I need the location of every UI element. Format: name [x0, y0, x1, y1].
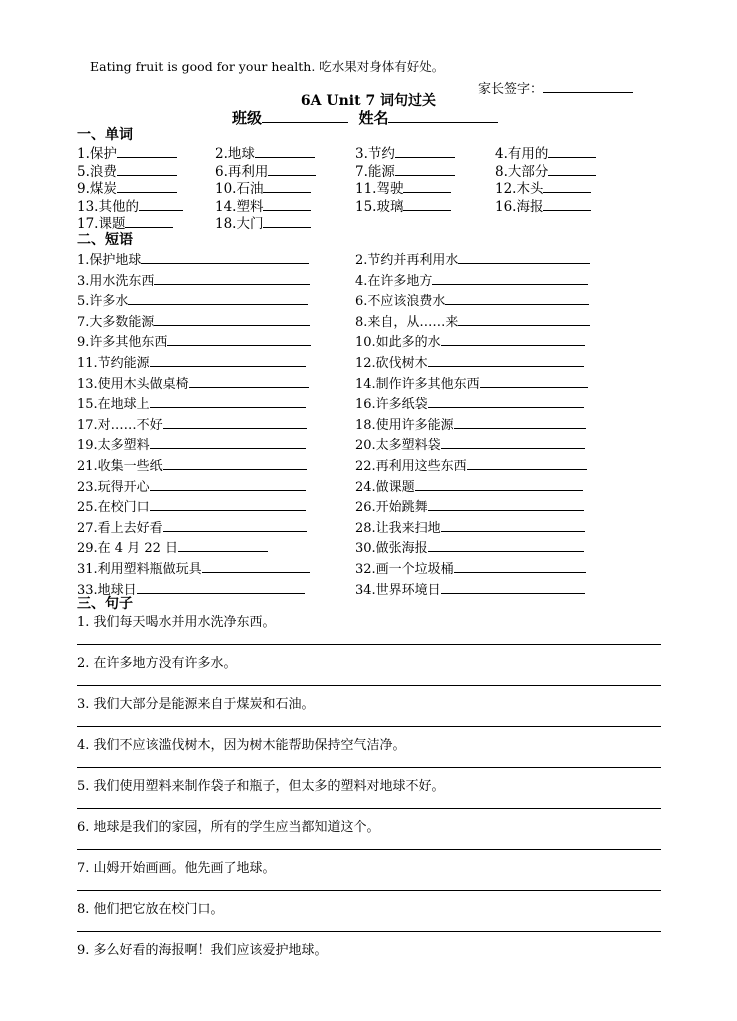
- phrase-answer-blank[interactable]: [141, 251, 309, 264]
- phrase-row: [77, 558, 637, 579]
- phrase-answer-blank[interactable]: [167, 333, 311, 346]
- phrase-answer-blank[interactable]: [150, 436, 306, 449]
- vocab-list: [77, 142, 637, 230]
- vocab-label: 1.保护: [77, 146, 117, 162]
- vocab-answer-blank[interactable]: [255, 145, 315, 158]
- phrase-row: [77, 579, 637, 600]
- phrase-answer-blank[interactable]: [163, 416, 307, 429]
- phrase-item: [355, 455, 587, 474]
- phrase-row: [77, 249, 637, 270]
- sentence-list: [77, 611, 661, 980]
- vocab-label: 7.能源: [355, 163, 395, 180]
- vocab-label: 3.节约: [355, 146, 395, 162]
- phrase-answer-blank[interactable]: [428, 395, 584, 408]
- sentence-prompt: 9. 多么好看的海报啊！我们应该爱护地球。: [77, 943, 328, 958]
- phrase-label: 10.如此多的水: [355, 335, 441, 351]
- vocab-answer-blank[interactable]: [125, 215, 173, 228]
- phrase-item: [77, 249, 309, 268]
- sentence-item: [77, 734, 661, 775]
- vocab-answer-blank[interactable]: [548, 163, 596, 176]
- phrase-answer-blank[interactable]: [154, 272, 310, 285]
- phrase-label: 16.许多纸袋: [355, 397, 428, 413]
- vocab-label: 16.海报: [495, 198, 544, 215]
- phrase-label: 22.再利用这些东西: [355, 458, 467, 474]
- phrase-label: 8.来自，从……来: [355, 314, 459, 330]
- phrase-label: 25.在校门口: [77, 500, 150, 516]
- sentence-prompt: 2. 在许多地方没有许多水。: [77, 656, 237, 671]
- phrase-answer-blank[interactable]: [150, 478, 306, 491]
- vocab-answer-blank[interactable]: [263, 215, 311, 228]
- phrase-label: 1.保护地球: [77, 253, 142, 268]
- sentence-item: [77, 939, 661, 980]
- phrase-answer-blank[interactable]: [150, 498, 306, 511]
- sentence-answer-line[interactable]: [77, 685, 661, 686]
- vocab-answer-blank[interactable]: [263, 180, 311, 193]
- phrase-item: [77, 331, 311, 350]
- phrase-answer-blank[interactable]: [458, 251, 590, 264]
- phrase-item: [355, 393, 584, 412]
- phrase-answer-blank[interactable]: [189, 375, 309, 388]
- sentence-prompt: 4. 我们不应该滥伐树木，因为树木能帮助保持空气洁净。: [77, 738, 406, 753]
- phrase-label: 21.收集一些纸: [77, 458, 163, 474]
- phrase-answer-blank[interactable]: [163, 519, 307, 532]
- motto-text: Eating fruit is good for your health. 吃水果对身体有好处。: [90, 59, 445, 74]
- phrase-label: 30.做张海报: [355, 541, 428, 557]
- sentence-prompt: 1. 我们每天喝水并用水洗净东西。: [77, 615, 276, 630]
- phrase-row: [77, 352, 637, 373]
- phrase-row: [77, 517, 637, 538]
- phrase-label: 12.砍伐树木: [355, 355, 428, 371]
- phrase-item: [355, 496, 584, 515]
- sentence-prompt: 6. 地球是我们的家园，所有的学生应当都知道这个。: [77, 820, 380, 835]
- phrase-row: [77, 373, 637, 394]
- vocab-label: 5.浪费: [77, 163, 117, 180]
- phrase-label: 6.不应该浪费水: [355, 294, 446, 310]
- phrase-item: [355, 373, 588, 392]
- phrase-label: 26.开始跳舞: [355, 500, 428, 516]
- sentence-answer-line[interactable]: [77, 849, 661, 850]
- vocab-answer-blank[interactable]: [395, 145, 455, 158]
- vocab-answer-blank[interactable]: [117, 163, 177, 176]
- phrase-row: [77, 393, 637, 414]
- phrase-answer-blank[interactable]: [137, 581, 305, 594]
- phrase-row: [77, 290, 637, 311]
- phrase-row: [77, 311, 637, 332]
- phrase-label: 11.节约能源: [77, 355, 150, 371]
- phrase-label: 19.太多塑料: [77, 438, 150, 454]
- phrase-label: 24.做课题: [355, 479, 415, 495]
- vocab-row: [77, 160, 637, 178]
- phrase-item: [77, 558, 310, 577]
- sentence-prompt: 3. 我们大部分是能源来自于煤炭和石油。: [77, 697, 315, 712]
- phrase-answer-blank[interactable]: [415, 478, 583, 491]
- phrase-label: 20.太多塑料袋: [355, 438, 441, 454]
- phrase-answer-blank[interactable]: [428, 498, 584, 511]
- vocab-answer-blank[interactable]: [117, 180, 177, 193]
- phrase-row: [77, 270, 637, 291]
- sentence-prompt: 7. 山姆开始画画。他先画了地球。: [77, 861, 276, 876]
- phrase-label: 28.让我来扫地: [355, 520, 441, 536]
- phrase-row: [77, 331, 637, 352]
- phrase-label: 15.在地球上: [77, 397, 150, 413]
- sentence-item: [77, 898, 661, 939]
- phrase-item: [77, 311, 310, 330]
- parent-sign-label: 家长签字：: [478, 82, 544, 97]
- section-vocab-title: 一、单词: [77, 127, 133, 143]
- class-blank[interactable]: [262, 110, 348, 123]
- phrase-item: [355, 249, 590, 268]
- phrase-answer-blank[interactable]: [441, 436, 585, 449]
- vocab-label: 11.驾驶: [355, 181, 404, 197]
- vocab-answer-blank[interactable]: [548, 145, 596, 158]
- phrase-item: [77, 434, 306, 453]
- phrase-item: [355, 434, 585, 453]
- section-sentence-title: 三、句子: [77, 596, 133, 612]
- section-phrase-title: 二、短语: [77, 232, 133, 248]
- phrase-answer-blank[interactable]: [428, 539, 584, 552]
- sentence-item: [77, 816, 661, 857]
- phrase-label: 32.画一个垃圾桶: [355, 561, 454, 577]
- phrase-item: [77, 393, 306, 412]
- vocab-label: 6.再利用: [215, 163, 269, 180]
- vocab-answer-blank[interactable]: [268, 163, 316, 176]
- phrase-label: 23.玩得开心: [77, 479, 150, 495]
- vocab-label: 10.石油: [215, 181, 264, 197]
- phrase-item: [355, 270, 588, 289]
- phrase-item: [77, 517, 307, 536]
- phrase-item: [355, 414, 586, 433]
- phrase-label: 31.利用塑料瓶做玩具: [77, 561, 202, 577]
- phrase-item: [355, 476, 583, 495]
- phrase-item: [355, 331, 585, 350]
- phrase-answer-blank[interactable]: [441, 519, 585, 532]
- sentence-answer-line[interactable]: [77, 890, 661, 891]
- phrase-answer-blank[interactable]: [432, 272, 588, 285]
- vocab-answer-blank[interactable]: [395, 163, 455, 176]
- phrase-label: 33.地球日: [77, 582, 137, 598]
- sentence-answer-line[interactable]: [77, 726, 661, 727]
- vocab-row: [77, 195, 637, 213]
- phrase-answer-blank[interactable]: [458, 313, 590, 326]
- phrase-item: [355, 579, 585, 598]
- phrase-list: [77, 249, 637, 599]
- phrase-label: 2.节约并再利用水: [355, 253, 459, 268]
- phrase-row: [77, 434, 637, 455]
- phrase-item: [355, 352, 584, 371]
- phrase-answer-blank[interactable]: [441, 333, 585, 346]
- phrase-row: [77, 476, 637, 497]
- vocab-answer-blank[interactable]: [403, 198, 451, 211]
- sentence-item: [77, 611, 661, 652]
- phrase-item: [77, 352, 306, 371]
- sentence-prompt: 8. 他们把它放在校门口。: [77, 902, 224, 917]
- vocab-item: [215, 212, 311, 232]
- phrase-row: [77, 414, 637, 435]
- vocab-label: 8.大部分: [495, 163, 549, 180]
- phrase-label: 3.用水洗东西: [77, 273, 155, 289]
- phrase-item: [77, 496, 306, 515]
- vocab-label: 13.其他的: [77, 198, 139, 215]
- phrase-answer-blank[interactable]: [163, 457, 307, 470]
- sentence-prompt: 5. 我们使用塑料来制作袋子和瓶子，但太多的塑料对地球不好。: [77, 779, 445, 794]
- phrase-item: [77, 270, 310, 289]
- vocab-answer-blank[interactable]: [263, 198, 311, 211]
- phrase-answer-blank[interactable]: [428, 354, 584, 367]
- sentence-item: [77, 693, 661, 734]
- vocab-row: [77, 212, 637, 230]
- phrase-label: 9.许多其他东西: [77, 335, 168, 351]
- phrase-answer-blank[interactable]: [467, 457, 587, 470]
- page-title: 6A Unit 7 词句过关: [300, 93, 437, 109]
- vocab-label: 9.煤炭: [77, 181, 117, 197]
- phrase-answer-blank[interactable]: [128, 292, 308, 305]
- phrase-answer-blank[interactable]: [178, 539, 268, 552]
- phrase-item: [355, 290, 589, 309]
- phrase-answer-blank[interactable]: [150, 395, 306, 408]
- phrase-answer-blank[interactable]: [445, 292, 589, 305]
- vocab-label: 4.有用的: [495, 146, 549, 162]
- vocab-label: 15.玻璃: [355, 198, 404, 215]
- vocab-answer-blank[interactable]: [543, 180, 591, 193]
- sentence-answer-line[interactable]: [77, 644, 661, 645]
- phrase-label: 7.大多数能源: [77, 314, 155, 330]
- phrase-answer-blank[interactable]: [202, 560, 310, 573]
- vocab-row: [77, 142, 637, 160]
- phrase-row: [77, 496, 637, 517]
- phrase-label: 17.对……不好: [77, 417, 163, 433]
- phrase-label: 18.使用许多能源: [355, 417, 454, 433]
- vocab-label: 18.大门: [215, 216, 264, 232]
- sentence-answer-line[interactable]: [77, 931, 661, 932]
- vocab-label: 14.塑料: [215, 198, 264, 215]
- phrase-item: [355, 558, 586, 577]
- phrase-answer-blank[interactable]: [454, 560, 586, 573]
- name-blank[interactable]: [388, 110, 498, 123]
- phrase-answer-blank[interactable]: [441, 581, 585, 594]
- phrase-answer-blank[interactable]: [480, 375, 588, 388]
- sentence-item: [77, 775, 661, 816]
- vocab-answer-blank[interactable]: [139, 198, 183, 211]
- sentence-answer-line[interactable]: [77, 808, 661, 809]
- phrase-item: [77, 414, 307, 433]
- phrase-answer-blank[interactable]: [454, 416, 586, 429]
- class-name-line: [232, 107, 498, 128]
- phrase-item: [77, 290, 308, 309]
- vocab-label: 17.课题: [77, 216, 126, 232]
- phrase-label: 5.许多水: [77, 294, 129, 310]
- phrase-item: [355, 537, 584, 556]
- sentence-item: [77, 652, 661, 693]
- vocab-answer-blank[interactable]: [403, 180, 451, 193]
- phrase-label: 27.看上去好看: [77, 520, 163, 536]
- phrase-row: [77, 537, 637, 558]
- vocab-answer-blank[interactable]: [117, 145, 177, 158]
- vocab-row: [77, 177, 637, 195]
- phrase-row: [77, 455, 637, 476]
- phrase-item: [77, 537, 268, 556]
- sentence-answer-line[interactable]: [77, 767, 661, 768]
- sentence-item: [77, 857, 661, 898]
- phrase-item: [355, 311, 590, 330]
- vocab-label: 12.木头: [495, 181, 544, 197]
- phrase-item: [355, 517, 585, 536]
- class-label: 班级: [232, 109, 263, 127]
- phrase-answer-blank[interactable]: [154, 313, 310, 326]
- phrase-answer-blank[interactable]: [150, 354, 306, 367]
- phrase-label: 34.世界环境日: [355, 582, 441, 598]
- vocab-answer-blank[interactable]: [543, 198, 591, 211]
- phrase-label: 29.在 4 月 22 日: [77, 541, 179, 557]
- vocab-label: 2.地球: [215, 146, 255, 162]
- phrase-label: 4.在许多地方: [355, 273, 433, 289]
- phrase-item: [77, 455, 307, 474]
- phrase-item: [77, 476, 306, 495]
- phrase-label: 13.使用木头做桌椅: [77, 376, 189, 392]
- phrase-label: 14.制作许多其他东西: [355, 376, 480, 392]
- name-label: 姓名: [358, 109, 389, 127]
- phrase-item: [77, 373, 309, 392]
